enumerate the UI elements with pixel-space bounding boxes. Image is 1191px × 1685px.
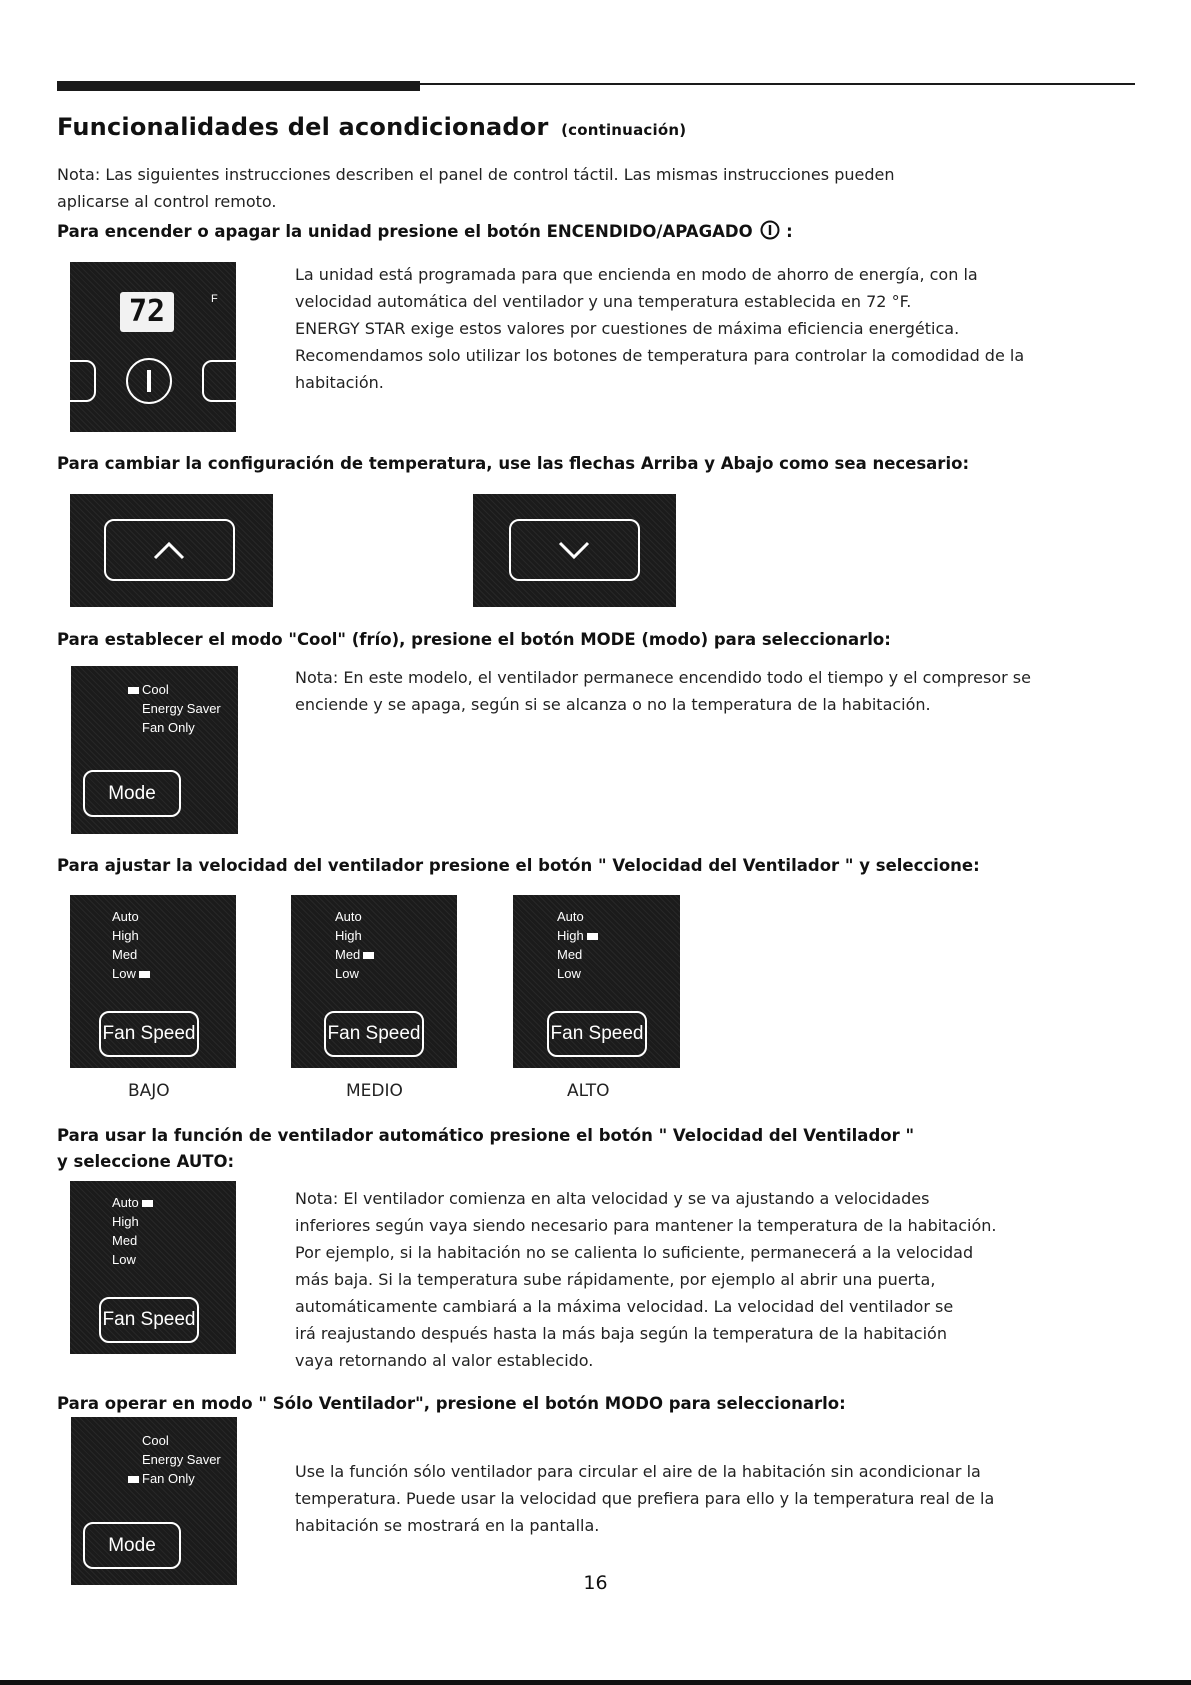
speed-indicator xyxy=(139,971,150,978)
fan-speed-button-label: Fan Speed xyxy=(327,1023,421,1044)
speed-label-med: Med xyxy=(335,947,361,962)
speed-label-med: Med xyxy=(112,947,138,962)
fan-speed-button[interactable] xyxy=(324,1011,424,1057)
speed-option-med xyxy=(335,945,377,964)
speed-option-low xyxy=(112,964,153,983)
power-line: Recomendamos solo utilizar los botones de temperatura para controlar la comodidad de la xyxy=(295,346,1025,365)
cool-mode-panel xyxy=(71,666,238,834)
right-adjacent-button xyxy=(202,360,242,402)
fan-speed-list xyxy=(335,907,377,983)
fan-speed-list xyxy=(112,1193,156,1269)
intro-note xyxy=(57,161,894,215)
power-heading-text: Para encender o apagar la unidad presione el botón ENCENDIDO/APAGADO xyxy=(57,222,753,241)
mode-button[interactable] xyxy=(83,770,181,817)
fan-only-heading: Para operar en modo " Sólo Ventilador", presione el botón MODO para seleccionarlo: xyxy=(57,1394,846,1413)
speed-label-high: High xyxy=(335,928,362,943)
footer-rule xyxy=(0,1680,1191,1685)
fan-speed-button-label: Fan Speed xyxy=(102,1309,196,1330)
speed-indicator xyxy=(142,1200,153,1207)
power-button[interactable] xyxy=(126,358,172,404)
mode-label: Fan Only xyxy=(142,720,195,735)
speed-label-low: Low xyxy=(112,966,136,981)
power-panel xyxy=(70,262,236,432)
power-heading-tail: : xyxy=(786,222,793,241)
speed-caption-low: BAJO xyxy=(128,1081,170,1101)
fan-speed-panel-low xyxy=(70,895,236,1068)
speed-caption-high: ALTO xyxy=(567,1081,610,1101)
speed-option-auto xyxy=(112,1193,156,1212)
fan-speed-button[interactable] xyxy=(99,1297,199,1343)
fan-only-description xyxy=(295,1458,994,1539)
speed-indicator xyxy=(587,933,598,940)
speed-label-med: Med xyxy=(557,947,583,962)
chevron-up-icon xyxy=(149,538,189,562)
header-rule xyxy=(57,83,1135,85)
auto-line: automáticamente cambiará a la máxima velocidad. La velocidad del ventilador se xyxy=(295,1297,954,1316)
mode-label: Fan Only xyxy=(142,1471,195,1486)
fan-speed-list xyxy=(112,907,153,983)
speed-label-high: High xyxy=(557,928,584,943)
chevron-down-icon xyxy=(554,538,594,562)
intro-line: aplicarse al control remoto. xyxy=(57,192,277,211)
speed-label-low: Low xyxy=(557,966,581,981)
fan-only-line: habitación se mostrará en la pantalla. xyxy=(295,1516,600,1535)
auto-line: más baja. Si la temperatura sube rápidamente, por ejemplo al abrir una puerta, xyxy=(295,1270,936,1289)
fan-heading: Para ajustar la velocidad del ventilador presione el botón " Velocidad del Ventilador " y seleccione: xyxy=(57,856,980,875)
temperature-down-button[interactable] xyxy=(509,519,640,581)
up-arrow-panel xyxy=(70,494,273,607)
mode-label: Cool xyxy=(142,1433,169,1448)
auto-line: vaya retornando al valor establecido. xyxy=(295,1351,594,1370)
page-title-text: Funcionalidades del acondicionador xyxy=(57,113,549,141)
mode-option-energy-saver xyxy=(125,1450,221,1469)
auto-line: inferiores según vaya siendo necesario para mantener la temperatura de la habitación. xyxy=(295,1216,997,1235)
fan-only-line: Use la función sólo ventilador para circular el aire de la habitación sin acondicionar la xyxy=(295,1462,981,1481)
speed-label-auto: Auto xyxy=(335,909,362,924)
mode-button-label: Mode xyxy=(108,1535,156,1556)
speed-label-high: High xyxy=(112,1214,139,1229)
mode-button[interactable] xyxy=(83,1522,181,1569)
page-number: 16 xyxy=(583,1572,608,1594)
speed-label-med: Med xyxy=(112,1233,138,1248)
cool-description xyxy=(295,664,1031,718)
mode-option-cool xyxy=(125,1431,221,1450)
temperature-heading: Para cambiar la configuración de temperatura, use las flechas Arriba y Abajo como sea necesario: xyxy=(57,454,970,473)
speed-label-low: Low xyxy=(112,1252,136,1267)
auto-line: irá reajustando después hasta la más baja según la temperatura de la habitación xyxy=(295,1324,947,1343)
mode-label: Energy Saver xyxy=(142,701,221,716)
speed-label-auto: Auto xyxy=(557,909,584,924)
mode-option-fan-only xyxy=(125,1469,221,1488)
auto-heading xyxy=(57,1123,914,1175)
speed-label-high: High xyxy=(112,928,139,943)
cool-line: enciende y se apaga, según si se alcanza o no la temperatura de la habitación. xyxy=(295,695,931,714)
mode-option-cool xyxy=(125,680,221,699)
fan-speed-panel-med xyxy=(291,895,457,1068)
down-arrow-panel xyxy=(473,494,676,607)
mode-option-energy-saver xyxy=(125,699,221,718)
fan-speed-button-label: Fan Speed xyxy=(550,1023,644,1044)
temperature-display-value: 72 xyxy=(128,294,166,329)
fan-only-mode-panel xyxy=(71,1417,237,1585)
page-title xyxy=(57,113,686,141)
cool-heading: Para establecer el modo "Cool" (frío), presione el botón MODE (modo) para seleccionarlo: xyxy=(57,630,891,649)
mode-label: Energy Saver xyxy=(142,1452,221,1467)
mode-indicator xyxy=(128,1476,139,1483)
auto-heading-line: y seleccione AUTO: xyxy=(57,1152,235,1171)
power-description xyxy=(295,261,1024,396)
cool-mode-list xyxy=(125,680,221,737)
fan-speed-list xyxy=(557,907,601,983)
power-line: habitación. xyxy=(295,373,384,392)
speed-label-auto: Auto xyxy=(112,1195,139,1210)
auto-heading-line: Para usar la función de ventilador automático presione el botón " Velocidad del Ventilador " xyxy=(57,1126,915,1145)
page-title-suffix: (continuación) xyxy=(561,121,687,139)
power-heading xyxy=(57,219,793,245)
fan-speed-panel-auto xyxy=(70,1181,236,1354)
mode-option-fan-only xyxy=(125,718,221,737)
intro-line: Nota: Las siguientes instrucciones describen el panel de control táctil. Las mismas instrucciones pueden xyxy=(57,165,895,184)
fan-speed-button-label: Fan Speed xyxy=(102,1023,196,1044)
power-button-bar-icon xyxy=(147,370,151,392)
temperature-display xyxy=(120,292,174,332)
temperature-up-button[interactable] xyxy=(104,519,235,581)
power-line: La unidad está programada para que encienda en modo de ahorro de energía, con la xyxy=(295,265,978,284)
speed-label-auto: Auto xyxy=(112,909,139,924)
speed-indicator xyxy=(363,952,374,959)
auto-line: Nota: El ventilador comienza en alta velocidad y se va ajustando a velocidades xyxy=(295,1189,930,1208)
fan-speed-button[interactable] xyxy=(99,1011,199,1057)
fan-only-line: temperatura. Puede usar la velocidad que prefiera para ello y la temperatura real de la xyxy=(295,1489,995,1508)
fan-speed-button[interactable] xyxy=(547,1011,647,1057)
auto-description xyxy=(295,1185,997,1374)
power-line: velocidad automática del ventilador y una temperatura establecida en 72 °F. xyxy=(295,292,912,311)
fan-only-mode-list xyxy=(125,1431,221,1488)
mode-label: Cool xyxy=(142,682,169,697)
mode-button-label: Mode xyxy=(108,783,156,804)
power-icon xyxy=(760,220,780,240)
temperature-unit: F xyxy=(211,293,218,305)
left-adjacent-button xyxy=(66,360,96,402)
fan-speed-panel-high xyxy=(513,895,680,1068)
power-line: ENERGY STAR exige estos valores por cuestiones de máxima eficiencia energética. xyxy=(295,319,960,338)
cool-line: Nota: En este modelo, el ventilador permanece encendido todo el tiempo y el compresor se xyxy=(295,668,1031,687)
speed-label-low: Low xyxy=(335,966,359,981)
speed-option-high xyxy=(557,926,601,945)
mode-indicator xyxy=(128,687,139,694)
speed-caption-med: MEDIO xyxy=(346,1081,403,1101)
auto-line: Por ejemplo, si la habitación no se calienta lo suficiente, permanecerá a la velocidad xyxy=(295,1243,974,1262)
